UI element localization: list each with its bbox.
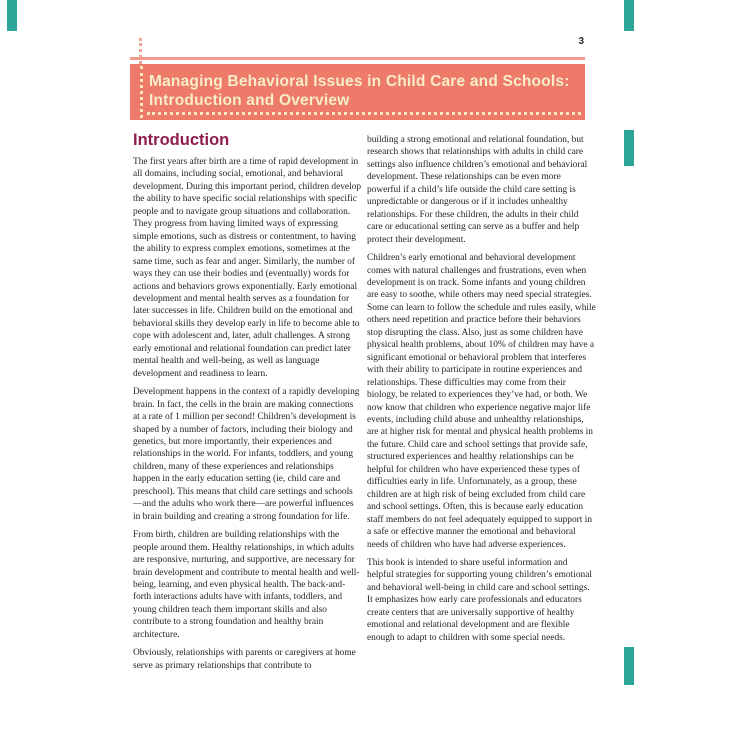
chapter-title-line2: Introduction and Overview (149, 92, 350, 109)
body-paragraph: The first years after birth are a time of rapid development in all domains, including social, emotional, and behavioral development. During this important period, children develop the ability to have specific social relationships with specific people and to navigate group situations and collaboration. They progress from having limited ways of expressing simple emotions, such as distress or contentment, to having the ability to express complex emotions, sometimes at the same time, such as fear and anger. Similarly, the number of ways they can use their bodies and (eventually) words for actions and behaviors grows exponentially. Early emotional development and mental health serves as a foundation for later successes in life. Children build on the emotional and behavioral skills they develop early in life to become able to cope with adolescent and, later, adult challenges. A strong early emotional and relational foundation can predict later mental health and well-being, as well as language development and readiness to learn. (133, 157, 362, 379)
page-number: 3 (578, 36, 584, 47)
body-paragraph: From birth, children are building relationships with the people around them. Healthy relationships, in which adults are responsive, nurturing, and supportive, are necessary for brain development and contribute to mental health and well-being, learning, and even physical health. The back-and-forth interactions adults have with infants, toddlers, and young children teach them important skills and also contribute to a strong foundation and healthy brain architecture. (133, 530, 360, 640)
body-paragraph: Children’s early emotional and behavioral development comes with natural challenges and frustrations, even when development is on track. Some infants and young children are easy to soothe, while others may need special strategies. Some can learn to follow the schedule and rules easily, while others need repetition and practice before their behaviors stop disrupting the class. Also, just as some children have physical health problems, about 10% of children may have a significant emotional or behavioral problem that interferes with their ability to participate in routine experiences and relationships. These difficulties may come from their biology, be related to experiences they’ve had, or both. We now know that children who experience negative major life events, including child abuse and unhealthy relationships, are at higher risk for mental and physical health problems in the future. Child care and school settings that provide safe, structured experiences and healthy relationships can be helpful for children who have experienced these types of difficulties early in life. Unfortunately, as a group, these children are at high risk of being excluded from child care and school settings. Often, this is because early education staff members do not feel adequately equipped to support in a safe or effective manner the emotional and behavioral needs of children who have had adverse experiences. (367, 253, 596, 550)
teal-edge-mark-bottom-right (624, 647, 634, 685)
body-paragraph: building a strong emotional and relational foundation, but research shows that relationships with adults in child care settings also influence children’s emotional and behavioral development. These relationships can be even more powerful if a child’s life outside the child care setting is unpredictable or dangerous or if it includes unhealthy relationships. For these children, the adults in their child care or educational setting can serve as a buffer and help protect their development. (367, 135, 588, 245)
banner-dotted-underline (147, 112, 581, 115)
body-paragraph: This book is intended to share useful information and helpful strategies for supporting young children’s emotional and behavioral well-being in child care and school settings. It emphasizes how early care professionals and educators create centers that are universally supportive of healthy emotional and relational development and are flexible enough to adapt to children with some special needs. (367, 557, 592, 643)
body-paragraph: Development happens in the context of a rapidly developing brain. In fact, the cells in the brain are making connections at a rate of 1 million per second! Children’s development is shaped by a number of factors, including their biology and genetics, but more importantly, their experiences and relationships in the world. For infants, toddlers, and young children, many of these experiences and relationships happen in the early education setting (ie, child care and preschool). This means that child care settings and schools—and the adults who work there—are powerful influences in brain building and creating a strong foundation for life. (133, 387, 360, 522)
section-heading: Introduction (133, 131, 230, 149)
banner-dotted-left-border (140, 66, 143, 118)
chapter-title (149, 72, 579, 110)
body-column-left (133, 131, 362, 678)
teal-edge-mark-top-left (7, 0, 17, 31)
banner-top-rule (130, 57, 585, 60)
teal-edge-mark-top-right (624, 0, 634, 31)
teal-edge-mark-middle-right (624, 130, 634, 166)
body-paragraph: Obviously, relationships with parents or caregivers at home serve as primary relationships that contribute to (133, 648, 356, 671)
banner-dotted-extension (139, 38, 142, 64)
chapter-title-banner (130, 64, 585, 120)
body-column-right (367, 134, 596, 650)
chapter-title-line1: Managing Behavioral Issues in Child Care and Schools: (149, 73, 570, 90)
